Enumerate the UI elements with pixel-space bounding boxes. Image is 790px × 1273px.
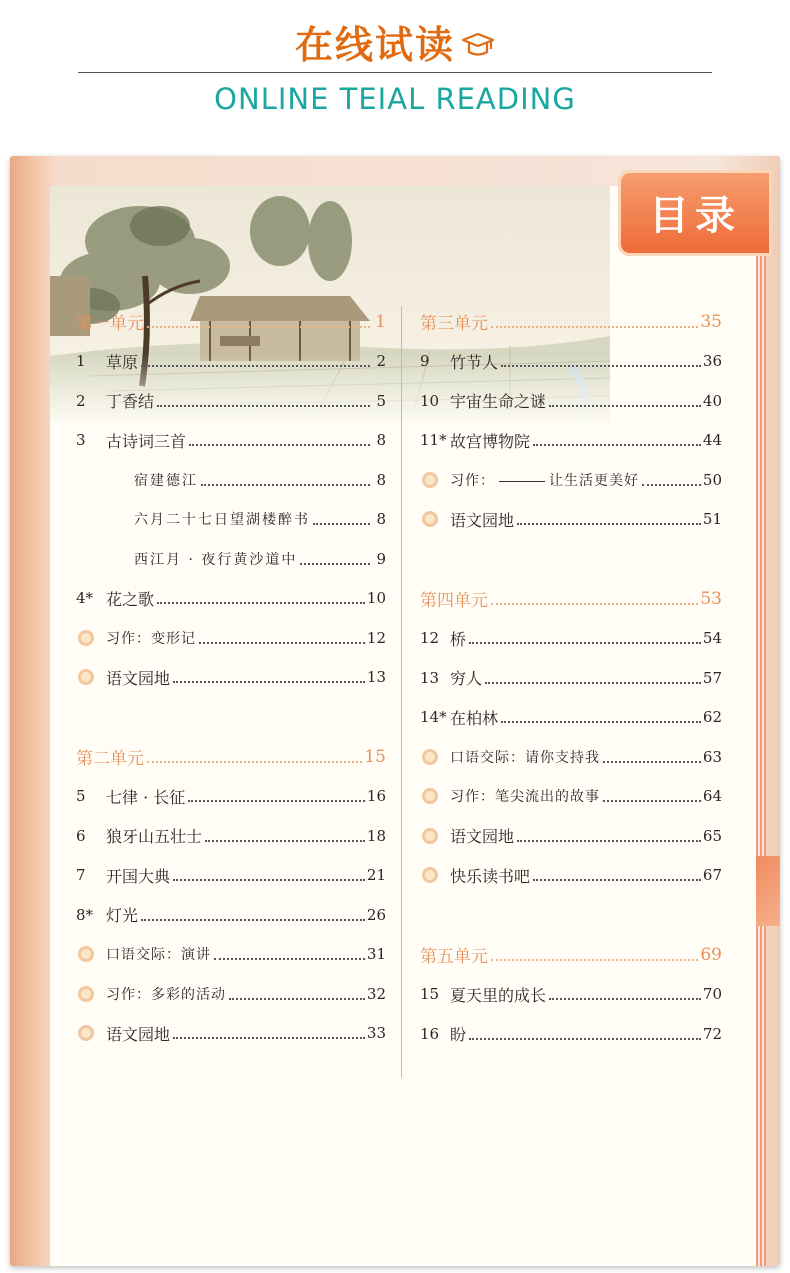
lesson-number: 8* xyxy=(76,905,94,924)
toc-activity-row xyxy=(76,935,386,975)
page-number: 13 xyxy=(366,668,386,687)
toc-activity-row xyxy=(76,1014,386,1054)
page-number: 26 xyxy=(366,905,386,924)
page-header xyxy=(0,14,790,70)
page-number: 18 xyxy=(366,826,386,845)
dot-leader xyxy=(533,444,701,446)
page-edge-accent xyxy=(756,856,780,926)
page-number: 33 xyxy=(366,1024,386,1043)
dot-leader xyxy=(173,681,365,683)
lesson-number: 7 xyxy=(76,866,86,885)
toc-poem-row xyxy=(76,539,386,579)
lesson-number: 6 xyxy=(76,826,86,845)
toc-lesson-row xyxy=(76,816,386,856)
toc-lesson-row xyxy=(420,381,722,421)
page-number: 69 xyxy=(700,944,722,965)
dot-leader xyxy=(173,1037,365,1039)
toc-lesson-row xyxy=(420,975,722,1015)
lesson-title: 夏天里的成长 xyxy=(450,985,547,1005)
lesson-title: 盼 xyxy=(450,1025,467,1045)
lesson-title: 桥 xyxy=(450,629,467,649)
circle-bullet-icon xyxy=(420,511,450,527)
toc-lesson-row xyxy=(76,579,386,619)
toc-lesson-row xyxy=(76,895,386,935)
page-number: 21 xyxy=(366,866,386,885)
activity-title-suffix: 让生活更美好 xyxy=(549,472,639,489)
lesson-number: 9 xyxy=(420,352,430,371)
activity-title: 口语交际：演讲 xyxy=(106,947,211,964)
page-number: 12 xyxy=(366,628,386,647)
unit-title: 第五单元 xyxy=(420,947,488,968)
toc-activity-row xyxy=(420,777,722,817)
dot-leader xyxy=(603,761,701,763)
toc-activity-row xyxy=(420,500,722,540)
toc-lesson-row xyxy=(420,342,722,382)
page-number: 51 xyxy=(702,510,722,529)
page-number: 10 xyxy=(366,589,386,608)
dot-leader xyxy=(173,879,365,881)
toc-unit-heading xyxy=(76,302,386,342)
toc-lesson-row xyxy=(76,421,386,461)
circle-bullet-icon xyxy=(76,946,106,962)
page-number: 31 xyxy=(366,945,386,964)
page-number: 5 xyxy=(376,391,386,410)
activity-title-prefix: 习作： xyxy=(450,472,495,489)
page-number: 8 xyxy=(376,470,386,489)
lesson-number: 13 xyxy=(420,668,440,687)
lesson-title: 竹节人 xyxy=(450,352,499,372)
toc-lesson-row xyxy=(420,619,722,659)
lesson-number: 10 xyxy=(420,391,440,410)
page-number: 40 xyxy=(702,391,722,410)
lesson-title: 花之歌 xyxy=(106,589,155,609)
header-subtitle: ONLINE TEIAL READING xyxy=(214,82,576,116)
toc-unit-heading xyxy=(76,737,386,777)
unit-title: 第四单元 xyxy=(420,591,488,612)
dot-leader xyxy=(603,800,701,802)
toc-tab-label: 目录 xyxy=(649,193,741,239)
toc-lesson-row xyxy=(76,342,386,382)
toc-tab xyxy=(618,170,772,256)
page-number: 8 xyxy=(376,510,386,529)
lesson-title: 故宫博物院 xyxy=(450,431,531,451)
dot-leader xyxy=(205,840,365,842)
activity-title: 习作：多彩的活动 xyxy=(106,986,226,1003)
page-number: 57 xyxy=(702,668,722,687)
toc-lesson-row xyxy=(420,698,722,738)
lesson-title: 灯光 xyxy=(106,906,139,926)
dot-leader xyxy=(485,682,701,684)
header-title: 在线试读 xyxy=(294,23,455,67)
dot-leader xyxy=(141,365,370,367)
toc-activity-row xyxy=(420,460,722,500)
circle-bullet-icon xyxy=(76,630,106,646)
lesson-title: 古诗词三首 xyxy=(106,431,187,451)
lesson-title: 狼牙山五壮士 xyxy=(106,827,203,847)
page-number: 32 xyxy=(366,984,386,1003)
dot-leader xyxy=(157,602,365,604)
toc-poem-row xyxy=(76,460,386,500)
fill-in-blank xyxy=(499,481,545,482)
activity-title: 口语交际：请你支持我 xyxy=(450,749,600,766)
dot-leader xyxy=(469,642,701,644)
lesson-title: 丁香结 xyxy=(106,392,155,412)
toc-lesson-row xyxy=(76,381,386,421)
dot-leader xyxy=(549,405,701,407)
dot-leader xyxy=(517,840,701,842)
toc-left-column xyxy=(76,302,386,1053)
dot-leader xyxy=(491,603,698,605)
toc-unit-heading xyxy=(420,302,722,342)
activity-title: 习作：变形记 xyxy=(106,630,196,647)
decorative-stripes xyxy=(756,186,766,1266)
dot-leader xyxy=(229,998,365,1000)
page-number: 62 xyxy=(702,708,722,727)
page-number: 35 xyxy=(700,311,722,332)
page-number: 53 xyxy=(700,588,722,609)
activity-title: 语文园地 xyxy=(450,827,515,847)
toc-unit-heading xyxy=(420,935,722,975)
dot-leader xyxy=(300,563,370,565)
page-number: 70 xyxy=(702,985,722,1004)
lesson-number: 1 xyxy=(76,352,86,371)
lesson-title: 开国大典 xyxy=(106,866,171,886)
dot-leader xyxy=(642,484,701,486)
dot-leader xyxy=(313,523,370,525)
page-number: 2 xyxy=(376,352,386,371)
dot-leader xyxy=(147,761,362,763)
activity-title: 语文园地 xyxy=(106,668,171,688)
toc-right-column xyxy=(420,302,722,1054)
dot-leader xyxy=(189,444,370,446)
header-divider xyxy=(78,72,712,73)
lesson-title: 宇宙生命之谜 xyxy=(450,392,547,412)
dot-leader xyxy=(157,405,370,407)
dot-leader xyxy=(517,523,701,525)
page-number: 36 xyxy=(702,352,722,371)
poem-title: 宿建德江 xyxy=(134,472,198,489)
activity-title: 习作：笔尖流出的故事 xyxy=(450,789,600,806)
lesson-title: 在柏林 xyxy=(450,708,499,728)
page-number: 72 xyxy=(702,1024,722,1043)
circle-bullet-icon xyxy=(420,749,450,765)
dot-leader xyxy=(141,919,365,921)
lesson-number: 12 xyxy=(420,629,440,648)
lesson-title: 穷人 xyxy=(450,669,483,689)
page-number: 16 xyxy=(366,787,386,806)
toc-activity-row xyxy=(420,737,722,777)
dot-leader xyxy=(201,484,370,486)
circle-bullet-icon xyxy=(420,828,450,844)
page-number: 15 xyxy=(364,746,386,767)
lesson-number: 5 xyxy=(76,787,86,806)
circle-bullet-icon xyxy=(76,669,106,685)
lesson-number: 3 xyxy=(76,431,86,450)
dot-leader xyxy=(491,326,698,328)
dot-leader xyxy=(199,642,365,644)
section-gap xyxy=(420,539,722,579)
dot-leader xyxy=(214,958,365,960)
unit-title: 第三单元 xyxy=(420,314,488,335)
lesson-title: 草原 xyxy=(106,352,139,372)
activity-title: 快乐读书吧 xyxy=(450,866,531,886)
lesson-number: 14* xyxy=(420,708,447,727)
page-number: 64 xyxy=(702,787,722,806)
poem-title: 六月二十七日望湖楼醉书 xyxy=(134,512,310,529)
circle-bullet-icon xyxy=(420,867,450,883)
lesson-number: 15 xyxy=(420,985,440,1004)
dot-leader xyxy=(533,879,701,881)
dot-leader xyxy=(501,721,701,723)
column-divider xyxy=(401,306,402,1078)
section-gap xyxy=(76,697,386,737)
toc-activity-row xyxy=(420,816,722,856)
page-number: 63 xyxy=(702,747,722,766)
toc-lesson-row xyxy=(76,856,386,896)
dot-leader xyxy=(549,998,701,1000)
toc-activity-row xyxy=(420,856,722,896)
poem-title: 西江月 · 夜行黄沙道中 xyxy=(134,551,298,568)
circle-bullet-icon xyxy=(76,1025,106,1041)
graduation-cap-icon xyxy=(461,26,495,70)
page-number: 67 xyxy=(702,866,722,885)
page-number: 54 xyxy=(702,629,722,648)
lesson-number: 11* xyxy=(420,431,447,450)
activity-title: 语文园地 xyxy=(450,510,515,530)
toc-unit-heading xyxy=(420,579,722,619)
lesson-number: 2 xyxy=(76,391,86,410)
lesson-number: 16 xyxy=(420,1024,440,1043)
toc-activity-row xyxy=(76,658,386,698)
circle-bullet-icon xyxy=(420,788,450,804)
unit-title: 第一单元 xyxy=(76,314,144,335)
activity-title: 语文园地 xyxy=(106,1024,171,1044)
toc-lesson-row xyxy=(420,421,722,461)
page-number: 8 xyxy=(376,431,386,450)
page-number: 44 xyxy=(702,431,722,450)
page-number: 65 xyxy=(702,826,722,845)
toc-activity-row xyxy=(76,618,386,658)
section-gap xyxy=(420,895,722,935)
activity-title xyxy=(450,470,639,490)
toc-lesson-row xyxy=(420,1014,722,1054)
toc-lesson-row xyxy=(420,658,722,698)
page-number: 9 xyxy=(376,549,386,568)
unit-title: 第二单元 xyxy=(76,749,144,770)
page-number: 1 xyxy=(375,311,386,332)
dot-leader xyxy=(491,959,698,961)
lesson-number: 4* xyxy=(76,589,94,608)
dot-leader xyxy=(147,326,370,328)
toc-activity-row xyxy=(76,974,386,1014)
toc-poem-row xyxy=(76,500,386,540)
dot-leader xyxy=(501,365,701,367)
page-number: 50 xyxy=(702,470,722,489)
circle-bullet-icon xyxy=(420,472,450,488)
lesson-title: 七律 · 长征 xyxy=(106,787,186,807)
circle-bullet-icon xyxy=(76,986,106,1002)
toc-lesson-row xyxy=(76,777,386,817)
dot-leader xyxy=(188,800,365,802)
dot-leader xyxy=(469,1038,701,1040)
